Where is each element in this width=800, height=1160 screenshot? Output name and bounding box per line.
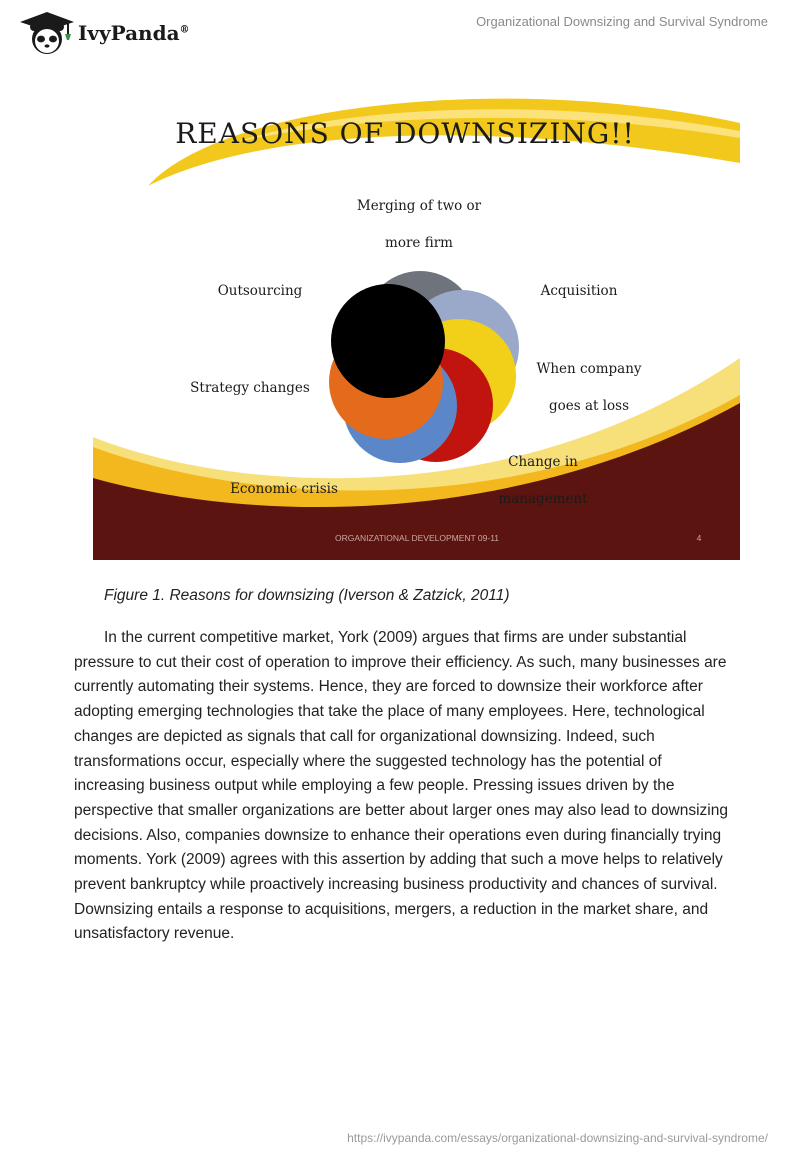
figure-caption: Figure 1. Reasons for downsizing (Iverson & Zatzick, 2011): [104, 587, 510, 604]
label-acquisition: Acquisition: [540, 283, 618, 299]
label-outsourcing: Outsourcing: [217, 283, 303, 299]
slide-image: [93, 83, 740, 560]
body-paragraph: In the current competitive market, York (2009) argues that firms are under substantial pressure to cut their cost of operation to improve their efficiency. As such, many businesses are currently automating their systems. Hence, they are forced to downsize their workforce after adopting emerging technologies that take the place of many employees. Here, technological changes are depicted as signals that call for organizational downsizing. Indeed, such transformations occur, especially where the suggested technology has the potential of increasing business output while employing a few people. Pressing issues driven by the perspective that smaller organizations are better about larger ones may also lead to downsizing decisions. Also, companies downsize to enhance their operations even during financially trying moments. York (2009) agrees with this assertion by adding that such a move helps to relatively prevent bankruptcy while proactively increasing business productivity and chances of survival. Downsizing entails a response to acquisitions, mergers, a reduction in the market share, and unsatisfactory revenue.: [74, 629, 728, 943]
label-economic-crisis: Economic crisis: [230, 481, 338, 497]
label-merging-line1: Merging of two or: [356, 198, 482, 214]
slide-number: 4: [696, 533, 702, 543]
brand-text: IvyPanda: [78, 21, 180, 45]
label-loss-line1: When company: [536, 361, 642, 377]
label-merging-line2: more firm: [385, 235, 453, 251]
source-url[interactable]: https://ivypanda.com/essays/organizational-downsizing-and-survival-syndrome/: [347, 1131, 768, 1145]
circle-black: [331, 284, 445, 398]
downsizing-reasons-figure: [93, 83, 740, 560]
label-change-line2: management: [498, 491, 588, 507]
slide-title: REASONS OF DOWNSIZING!!: [175, 117, 635, 150]
brand-name[interactable]: [78, 21, 190, 45]
label-loss-line2: goes at loss: [548, 398, 630, 414]
label-change-line1: Change in: [508, 454, 578, 470]
panda-graduate-icon: [16, 9, 78, 57]
slide-footer: ORGANIZATIONAL DEVELOPMENT 09-11: [334, 533, 500, 543]
registered-mark: ®: [179, 24, 190, 36]
label-strategy-changes: Strategy changes: [190, 380, 310, 396]
document-title: Organizational Downsizing and Survival Syndrome: [476, 14, 768, 29]
